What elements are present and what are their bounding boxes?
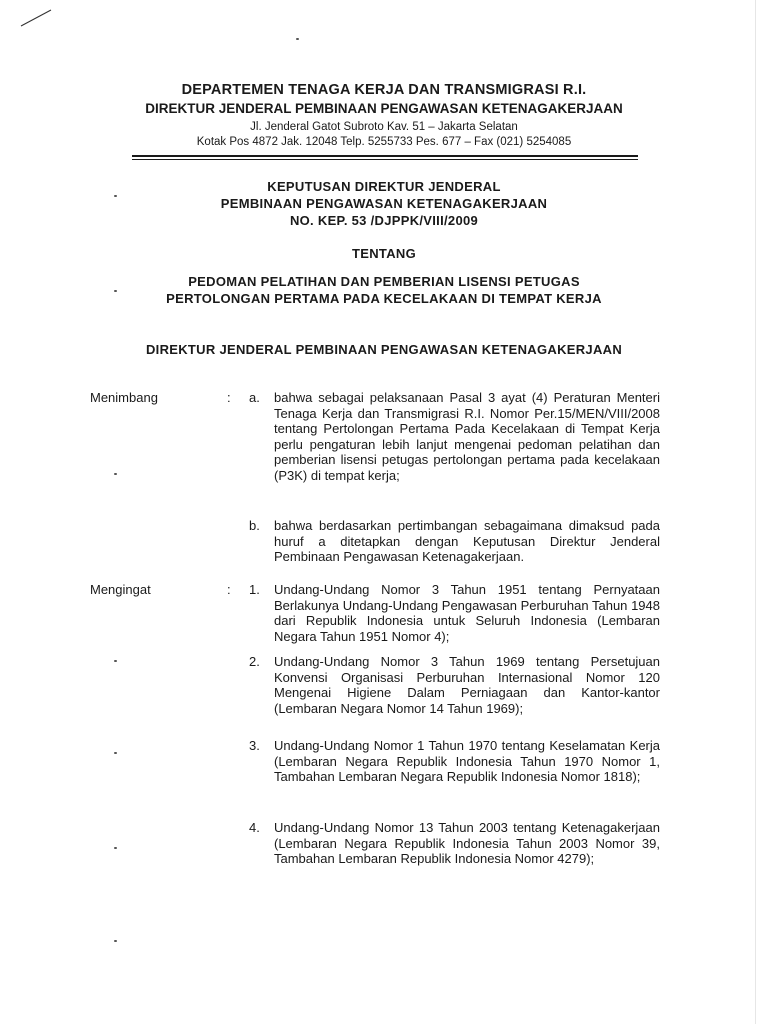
consideration-a: bahwa sebagai pelaksanaan Pasal 3 ayat (4) Peraturan Menteri Tenaga Kerja dan Transmigrasi R.I. Nomor Per.15/MEN/VIII/2008 tentang Pertolongan Pertama Pada Kecelakaan di Tempat Kerja perlu pengaturan lebih lanjut mengenai pedoman pelatihan dan pemberian lisensi petugas pertolongan pertama pada kecelakaan (P3K) di tempat kerja; [274,390,660,483]
letterhead-directorate: DIREKTUR JENDERAL PEMBINAAN PENGAWASAN KETENAGAKERJAAN [145,101,623,116]
page-edge [755,0,756,1024]
section-label-menimbang: Menimbang [90,390,158,405]
letterhead-rule-thin [132,159,638,160]
item-number: a. [249,390,260,405]
decree-subject-line1: PEDOMAN PELATIHAN DAN PEMBERIAN LISENSI PETUGAS [188,274,580,289]
scan-speck [114,847,117,849]
letterhead-address: Jl. Jenderal Gatot Subroto Kav. 51 – Jakarta Selatan [250,121,518,133]
decree-about: TENTANG [352,246,416,261]
item-number: 4. [249,820,260,835]
section-colon: : [227,390,231,405]
reference-3: Undang-Undang Nomor 1 Tahun 1970 tentang Keselamatan Kerja (Lembaran Negara Republik Indonesia Tahun 1970 Nomor 1, Tambahan Lembaran Negara Republik Indonesia Nomor 1818); [274,738,660,784]
pen-mark [20,8,52,28]
letterhead-ministry: DEPARTEMEN TENAGA KERJA DAN TRANSMIGRASI R.I. [181,82,587,98]
scan-speck [114,660,117,662]
reference-4: Undang-Undang Nomor 13 Tahun 2003 tentang Ketenagakerjaan (Lembaran Negara Republik Indonesia Tahun 2003 Nomor 39, Tambahan Lembaran Republik Indonesia Nomor 4279); [274,820,660,866]
letterhead-contact: Kotak Pos 4872 Jak. 12048 Telp. 5255733 Pes. 677 – Fax (021) 5254085 [196,136,572,148]
scan-speck [114,940,117,942]
decree-title-line1: KEPUTUSAN DIREKTUR JENDERAL [267,179,501,194]
decree-subject-line2: PERTOLONGAN PERTAMA PADA KECELAKAAN DI TEMPAT KERJA [166,291,602,306]
item-number: 2. [249,654,260,669]
reference-1: Undang-Undang Nomor 3 Tahun 1951 tentang Pernyataan Berlakunya Undang-Undang Pengawasan Perburuhan Tahun 1948 dari Republik Indonesia untuk Seluruh Indonesia (Lembaran Negara Tahun 1951 Nomor 4); [274,582,660,644]
decree-number: NO. KEP. 53 /DJPPK/VIII/2009 [289,213,479,228]
consideration-b: bahwa berdasarkan pertimbangan sebagaimana dimaksud pada huruf a ditetapkan dengan Keputusan Direktur Jenderal Pembinaan Pengawasan Ketenagakerjaan. [274,518,660,564]
decree-title-line2: PEMBINAAN PENGAWASAN KETENAGAKERJAAN [220,196,548,211]
item-number: 1. [249,582,260,597]
scan-speck [296,38,299,40]
section-label-mengingat: Mengingat [90,582,151,597]
item-number: b. [249,518,260,533]
item-number: 3. [249,738,260,753]
scan-speck [114,473,117,475]
section-colon: : [227,582,231,597]
letterhead-rule [132,155,638,157]
scan-speck [114,752,117,754]
decree-issuer: DIREKTUR JENDERAL PEMBINAAN PENGAWASAN KETENAGAKERJAAN [145,342,623,357]
reference-2: Undang-Undang Nomor 3 Tahun 1969 tentang Persetujuan Konvensi Organisasi Perburuhan Internasional Nomor 120 Mengenai Higiene Dalam Perniagaan dan Kantor-kantor (Lembaran Negara Nomor 14 Tahun 1969); [274,654,660,716]
